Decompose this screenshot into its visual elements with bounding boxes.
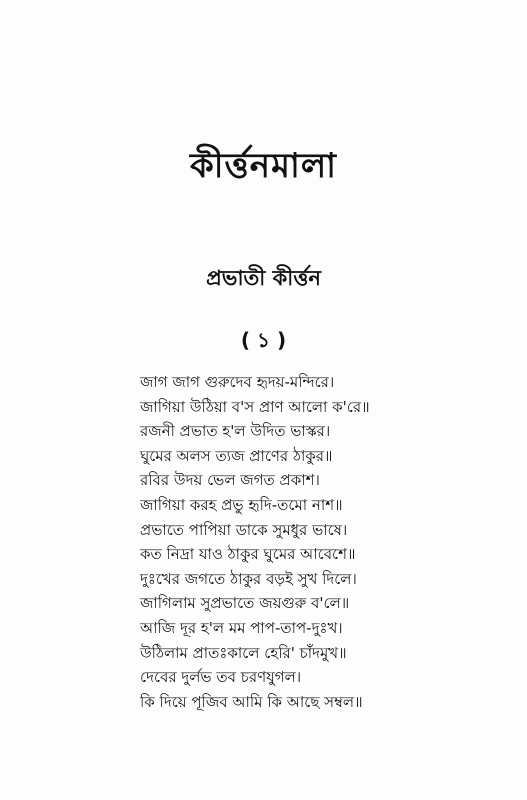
verse-line: জাগ জাগ গুরুদেব হৃদয়-মন্দিরে। — [140, 373, 335, 391]
page-title: কীর্ত্তনমালা — [189, 146, 338, 186]
verse-line: দেবের দুর্লভ তব চরণযুগল। — [140, 668, 302, 687]
verse-line: আজি দূর হ'ল মম পাপ-তাপ-দুঃখ। — [140, 618, 343, 637]
verse-line: রজনী প্রভাত হ'ল উদিত ভাস্কর। — [140, 422, 331, 441]
verse-line: জাগিলাম সুপ্রভাতে জয়গুরু ব'লে॥ — [140, 594, 350, 613]
verse-line: প্রভাতে পাপিয়া ডাকে সুমধুর ভাষে। — [140, 520, 348, 539]
verse-list — [140, 370, 370, 714]
section-heading: প্রভাতী কীর্ত্তন — [206, 266, 321, 290]
verse-line: দুঃখের জগতে ঠাকুর বড়ই সুখ দিলে। — [140, 569, 357, 588]
verse-line: রবির উদয় ভেল জগত প্রকাশ। — [140, 471, 320, 490]
verse-line: উঠিলাম প্রাতঃকালে হেরি' চাঁদমুখ॥ — [140, 643, 347, 662]
song-number: ( ১ ) — [240, 328, 287, 352]
verse-line: জাগিয়া উঠিয়া ব'স প্রাণ আলো ক'রে॥ — [140, 397, 370, 416]
verse-line: ঘুমের অলস ত্যজ প্রাণের ঠাকুর॥ — [140, 446, 333, 465]
verse-line: কত নিদ্রা যাও ঠাকুর ঘুমের আবেশে॥ — [140, 545, 356, 564]
verse-line: জাগিয়া করহ প্রভু হৃদি-তমো নাশ॥ — [140, 495, 343, 514]
verse-line: কি দিয়ে পূজিব আমি কি আছে সম্বল॥ — [140, 692, 363, 711]
